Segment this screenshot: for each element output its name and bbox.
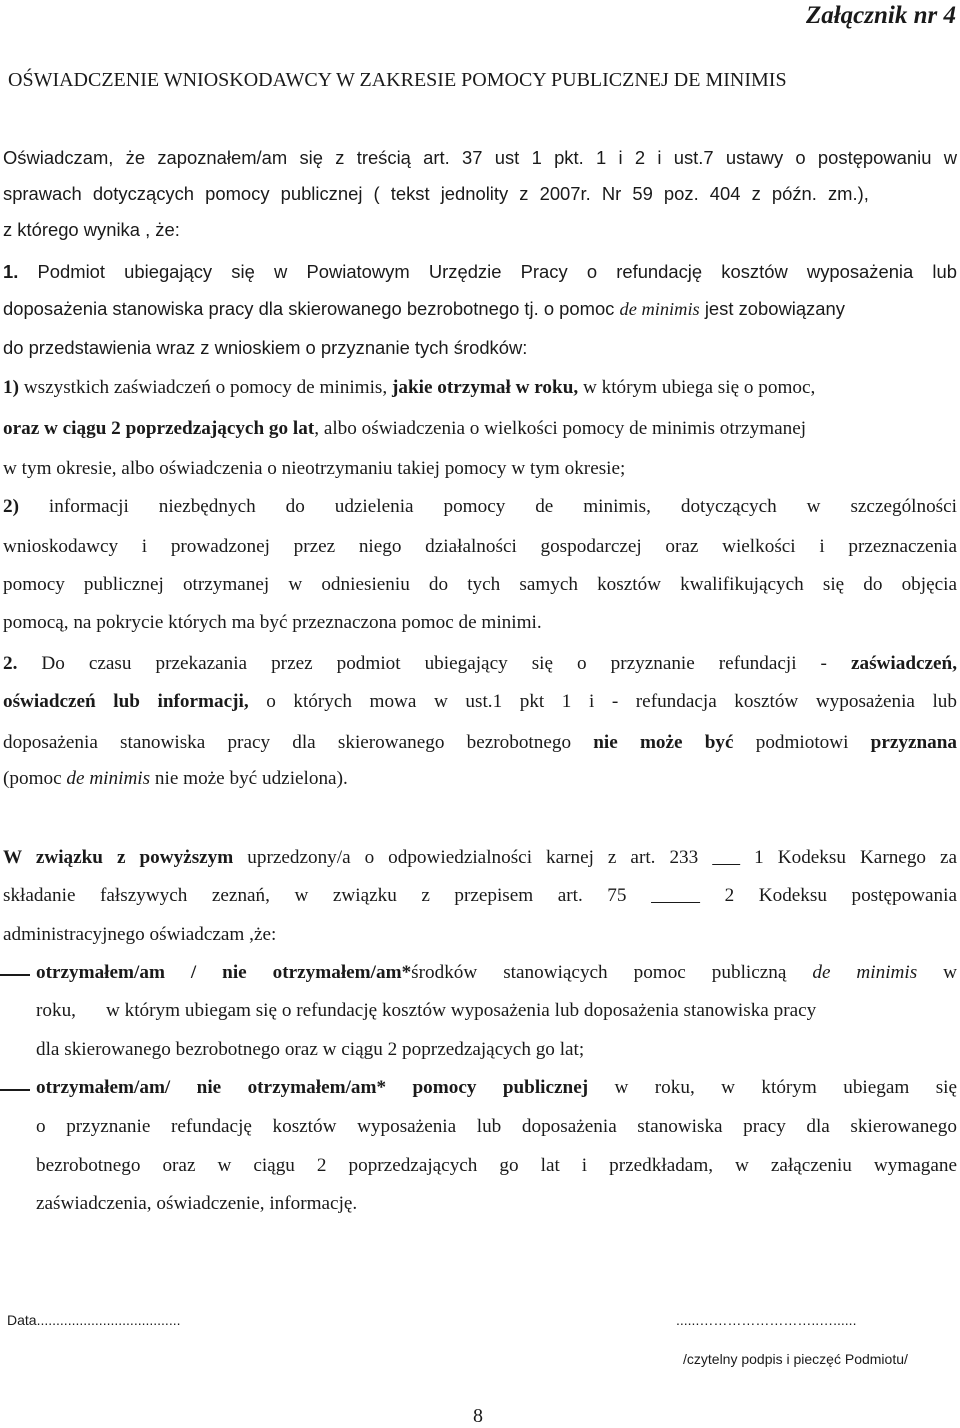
p2-line-4: (pomoc de minimis nie może być udzielona).	[3, 768, 348, 789]
bullet2-line-1: otrzymałem/am/ nie otrzymałem/am* pomocy publicznej w roku, w którym ubiegam się	[36, 1077, 958, 1098]
intro-line-1: Oświadczam, że zapoznałem/am się z treścią art. 37 ust 1 pkt. 1 i 2 i ust.7 ustawy o postępowaniu w	[3, 147, 957, 168]
decl-line-2: składanie fałszywych zeznań, w związku z przepisem art. 75 2 Kodeksu postępowania	[3, 885, 957, 906]
section-sign-icon	[712, 847, 740, 868]
bullet1-line-1: otrzymałem/am / nie otrzymałem/am*środków stanowiących pomoc publiczną de minimis w	[36, 962, 958, 983]
item2-line-1: 2) informacji niezbędnych do udzielenia pomocy de minimis, dotyczących w szczególności	[3, 496, 957, 517]
p2-line-2: oświadczeń lub informacji, o których mowa w ust.1 pkt 1 i - refundacja kosztów wyposażenia lub	[3, 691, 957, 712]
bullet2-line-4: zaświadczenia, oświadczenie, informację.	[36, 1193, 358, 1214]
bullet2-line-2: o przyznanie refundację kosztów wyposażenia lub doposażenia stanowiska pracy dla skierowanego	[36, 1116, 957, 1137]
item2-line-4: pomocą, na pokrycie których ma być przeznaczona pomoc de minimi.	[3, 612, 542, 633]
p1-line-2: doposażenia stanowiska pracy dla skierowanego bezrobotnego tj. o pomoc de minimis jest zobowiązany	[3, 298, 845, 319]
dash-bullet-icon	[0, 974, 30, 976]
item1-line-2: oraz w ciągu 2 poprzedzających go lat, albo oświadczenia o wielkości pomocy de minimis otrzymanej	[3, 418, 807, 439]
date-field: Data.....................................	[7, 1312, 181, 1328]
bullet1-line-3: dla skierowanego bezrobotnego oraz w ciągu 2 poprzedzających go lat;	[36, 1039, 585, 1060]
decl-line-3: administracyjnego oświadczam ,że:	[3, 924, 277, 945]
p2-line-1: 2. Do czasu przekazania przez podmiot ubiegający się o przyznanie refundacji - zaświadczeń,	[3, 653, 958, 674]
p1-line-3: do przedstawienia wraz z wnioskiem o przyznanie tych środków:	[3, 337, 528, 358]
dash-bullet-icon	[0, 1089, 30, 1091]
item2-line-2: wnioskodawcy i prowadzonej przez niego działalności gospodarczej oraz wielkości i przeznaczenia	[3, 536, 957, 557]
page-number: 8	[473, 1405, 483, 1427]
signature-caption: /czytelny podpis i pieczęć Podmiotu/	[683, 1351, 908, 1367]
intro-line-2: sprawach dotyczących pomocy publicznej ( tekst jednolity z 2007r. Nr 59 poz. 404 z późn. zm.),	[3, 183, 869, 204]
intro-line-3: z którego wynika , że:	[3, 219, 180, 240]
p2-line-3: doposażenia stanowiska pracy dla skierowanego bezrobotnego nie może być podmiotowi przyznana	[3, 732, 957, 753]
item2-line-3: pomocy publicznej otrzymanej w odniesieniu do tych samych kosztów kwalifikujących się do objęcia	[3, 574, 957, 595]
p1-line-1: 1. Podmiot ubiegający się w Powiatowym Urzędzie Pracy o refundację kosztów wyposażenia lub	[3, 261, 957, 282]
decl-line-1: W związku z powyższym uprzedzony/a o odpowiedzialności karnej z art. 233 1 Kodeksu Karnego za	[3, 847, 958, 868]
attachment-label: Załącznik nr 4	[805, 2, 956, 29]
signature-dots: ......……………………..…......	[676, 1312, 857, 1328]
item1-line-1: 1) wszystkich zaświadczeń o pomocy de minimis, jakie otrzymał w roku, w którym ubiega się o pomoc,	[3, 377, 816, 398]
section-sign-icon	[651, 885, 700, 906]
bullet2-line-3: bezrobotnego oraz w ciągu 2 poprzedzających go lat i przedkładam, w załączeniu wymagane	[36, 1155, 957, 1176]
item1-line-3: w tym okresie, albo oświadczenia o nieotrzymaniu takiej pomocy w tym okresie;	[3, 458, 626, 479]
bullet1-line-2: roku, w którym ubiegam się o refundację kosztów wyposażenia lub doposażenia stanowiska pracy	[36, 1000, 817, 1021]
document-title: OŚWIADCZENIE WNIOSKODAWCY W ZAKRESIE POMOCY PUBLICZNEJ DE MINIMIS	[8, 69, 787, 91]
